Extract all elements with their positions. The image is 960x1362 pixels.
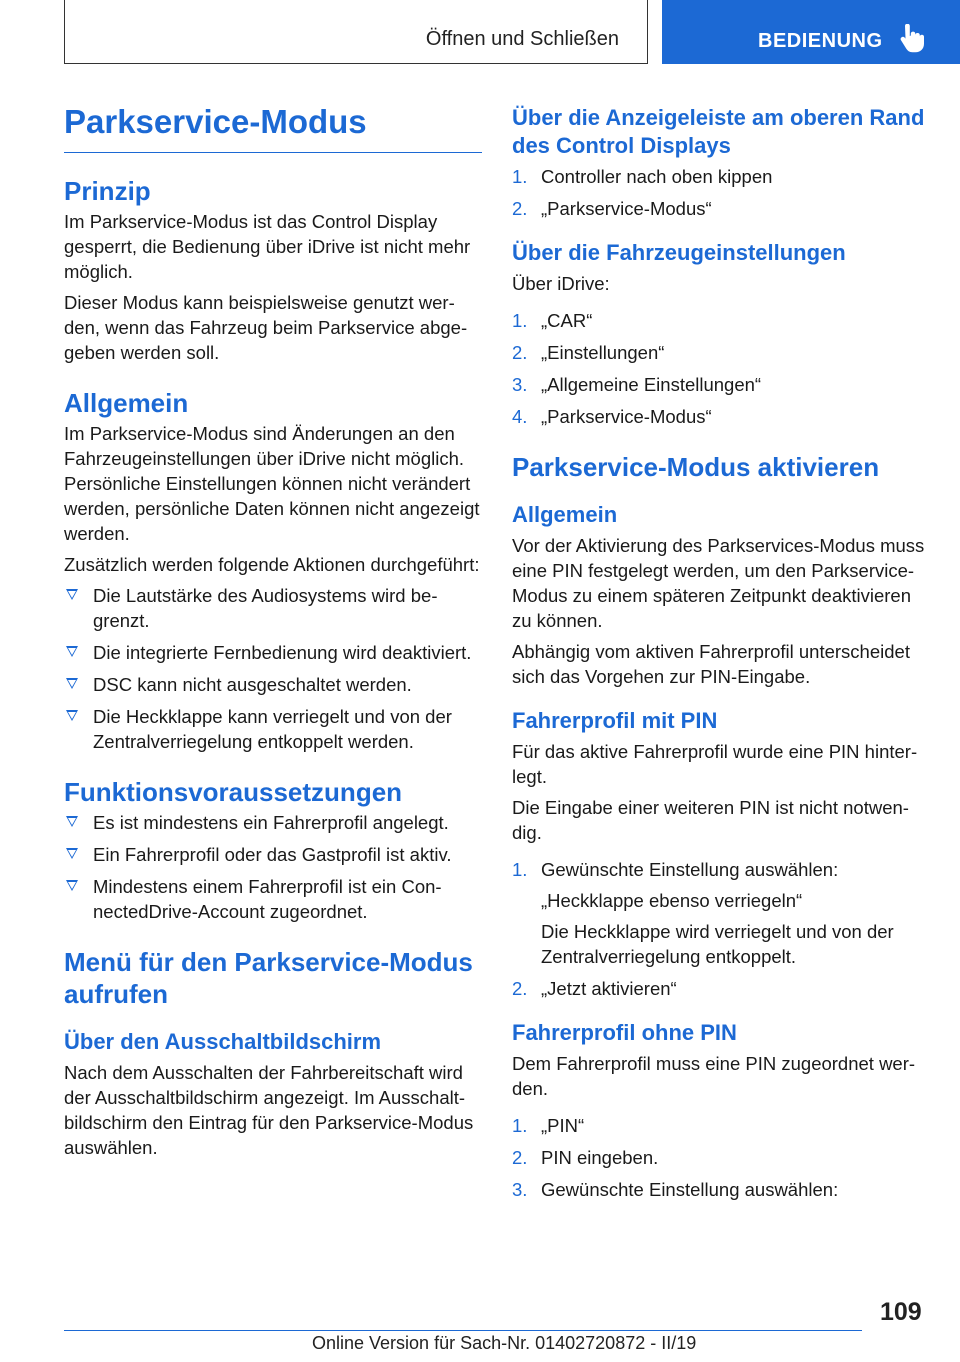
paragraph: Im Parkservice-Modus ist das Control Display gesperrt, die Bedienung über iDrive ist nicht mehr möglich. — [64, 211, 471, 282]
heading-mit-pin: Fahrerprofil mit PIN — [512, 708, 718, 733]
numbered-list — [512, 857, 928, 1001]
bullet-list — [64, 810, 482, 924]
triangle-bullet-icon — [66, 710, 78, 721]
paragraph: Nach dem Ausschalten der Fahrbereitschaft wird der Ausschaltbildschirm angezeigt. Im Ausschaltbildschirm den Eintrag für den Parkservice-Modus auswählen. — [64, 1062, 474, 1158]
list-item: 1. Gewünschte Einstellung auswählen: „Heckklappe ebenso verriegeln“ Die Heckklappe wird verriegelt und von der Zentralverriegelung entkoppelt. — [512, 859, 894, 967]
numbered-list — [512, 308, 928, 429]
list-item: Ein Fahrerprofil oder das Gastprofil ist aktiv. — [64, 842, 482, 867]
list-item: 4. „Parkservice-Modus“ — [512, 406, 712, 427]
heading-allgemein: Allgemein — [64, 388, 189, 418]
triangle-bullet-icon — [66, 816, 78, 827]
triangle-bullet-icon — [66, 880, 78, 891]
triangle-bullet-icon — [66, 848, 78, 859]
page-number: 109 — [880, 1298, 922, 1326]
list-item: DSC kann nicht ausgeschaltet werden. — [64, 672, 482, 697]
list-item: Die Heckklappe kann verriegelt und von der Zentralverriegelung entkoppelt werden. — [64, 704, 482, 754]
heading-anzeigeleiste: Über die Anzeigeleiste am oberen Rand des Control Displays — [512, 105, 925, 158]
heading-ausschaltbildschirm: Über den Ausschaltbildschirm — [64, 1029, 382, 1054]
list-item: Es ist mindestens ein Fahrerprofil angelegt. — [64, 810, 482, 835]
chapter-title: BEDIENUNG — [758, 30, 883, 52]
paragraph: Abhängig vom aktiven Fahrerprofil unterscheidet sich das Vorgehen zur PIN-Eingabe. — [512, 641, 910, 687]
paragraph: Die Eingabe einer weiteren PIN ist nicht notwendig. — [512, 797, 909, 843]
footer-online-version: Online Version für Sach-Nr. 01402720872 - II/19 — [312, 1333, 697, 1353]
paragraph: Dieser Modus kann beispielsweise genutzt werden, wenn das Fahrzeug beim Parkservice abgegeben werden soll. — [64, 292, 468, 363]
left-column — [64, 96, 482, 1166]
heading-allgemein-right: Allgemein — [512, 502, 618, 527]
hand-pointer-icon — [896, 24, 926, 54]
triangle-bullet-icon — [66, 678, 78, 689]
heading-aktivieren: Parkservice-Modus aktivieren — [512, 452, 880, 482]
list-item: 1. „PIN“ — [512, 1115, 585, 1136]
list-item: Die Lautstärke des Audiosystems wird begrenzt. — [64, 583, 482, 633]
list-item: 2. „Parkservice-Modus“ — [512, 198, 712, 219]
list-item: 3. Gewünschte Einstellung auswählen: — [512, 1179, 839, 1200]
heading-fahrzeugeinstellungen: Über die Fahrzeugeinstellungen — [512, 240, 846, 265]
paragraph: Im Parkservice-Modus sind Änderungen an den Fahrzeugeinstellungen über iDrive nicht möglich. Persönliche Einstellungen können nicht verändert werden, persönliche Daten können nicht angezeigt werden. — [64, 423, 480, 544]
list-item: Mindestens einem Fahrerprofil ist ein ConnectedDrive-Account zugeordnet. — [64, 874, 482, 924]
section-title: Öffnen und Schließen — [425, 28, 619, 50]
bullet-list — [64, 583, 482, 754]
heading-prinzip: Prinzip — [64, 176, 151, 206]
heading-ohne-pin: Fahrerprofil ohne PIN — [512, 1020, 737, 1045]
paragraph: Dem Fahrerprofil muss eine PIN zugeordnet werden. — [512, 1053, 916, 1099]
heading-funktionsvoraussetzungen: Funktionsvoraussetzungen — [64, 777, 403, 807]
list-item: Die integrierte Fernbedienung wird deaktiviert. — [64, 640, 482, 665]
page-header — [0, 0, 960, 66]
numbered-list — [512, 1113, 928, 1202]
list-item: 1. Controller nach oben kippen — [512, 166, 773, 187]
numbered-list — [512, 164, 928, 221]
paragraph: Für das aktive Fahrerprofil wurde eine PIN hinterlegt. — [512, 741, 918, 787]
section-tab — [64, 0, 648, 64]
list-item: 3. „Allgemeine Einstellungen“ — [512, 374, 762, 395]
heading-menu: Menü für den Parkservice-Modus aufrufen — [64, 947, 473, 1009]
paragraph: Über iDrive: — [512, 273, 610, 294]
list-item: 2. PIN eingeben. — [512, 1147, 659, 1168]
list-item: 2. „Jetzt aktivieren“ — [512, 978, 677, 999]
list-item: 1. „CAR“ — [512, 310, 593, 331]
chapter-tab — [662, 0, 960, 64]
paragraph: Vor der Aktivierung des Parkservices-Modus muss eine PIN festgelegt werden, um den Parkservice-Modus zu einem späteren Zeitpunkt deaktivieren zu können. — [512, 535, 925, 631]
page-title: Parkservice-Modus — [64, 102, 482, 153]
paragraph: Zusätzlich werden folgende Aktionen durchgeführt: — [64, 554, 480, 575]
triangle-bullet-icon — [66, 646, 78, 657]
triangle-bullet-icon — [66, 589, 78, 600]
right-column — [512, 96, 928, 1209]
footer-divider — [64, 1330, 862, 1331]
list-item: 2. „Einstellungen“ — [512, 342, 665, 363]
